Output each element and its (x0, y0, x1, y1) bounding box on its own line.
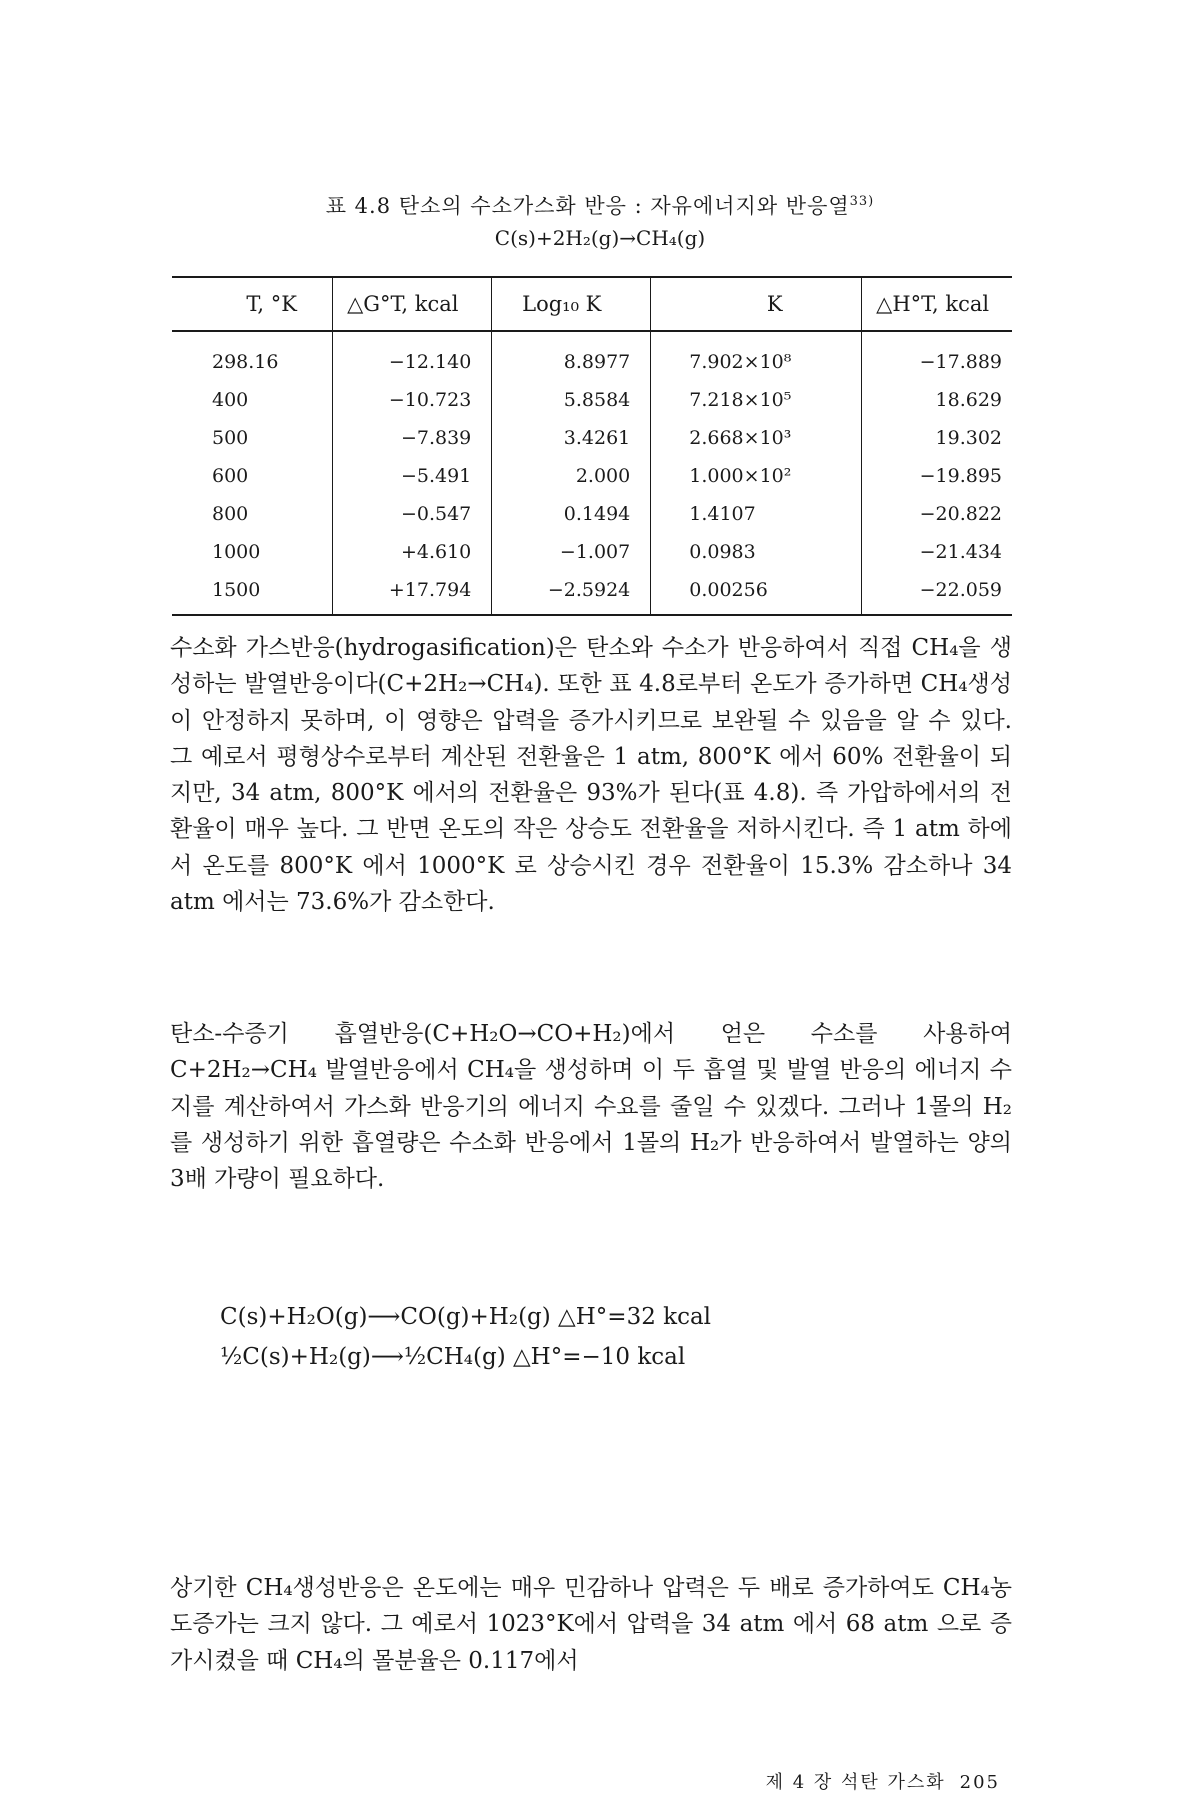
cell-temperature: 298.16 (212, 351, 279, 373)
cell-gibbs-energy: −7.839 (333, 419, 492, 457)
table-row (172, 331, 1012, 381)
table-row (172, 571, 1012, 615)
cell-log-k: 3.4261 (492, 419, 651, 457)
cell-gibbs-energy: +17.794 (333, 571, 492, 615)
cell-enthalpy: −20.822 (862, 495, 1012, 533)
table-row (172, 495, 1012, 533)
chapter-title: 제 4 장 석탄 가스화 (765, 1772, 946, 1793)
cell-gibbs-energy: −10.723 (333, 381, 492, 419)
cell-log-k: 8.8977 (492, 331, 651, 381)
cell-temperature: 1000 (212, 541, 261, 563)
header-gibbs-energy: △G°T, kcal (333, 277, 492, 331)
table-row (172, 381, 1012, 419)
data-table (172, 276, 1012, 616)
reference-marker: 33) (849, 194, 875, 209)
table-row (172, 419, 1012, 457)
header-enthalpy: △H°T, kcal (862, 277, 1012, 331)
table-header-row (172, 277, 1012, 331)
paragraph-pressure-effect: 상기한 CH₄생성반응은 온도에는 매우 민감하나 압력은 두 배로 증가하여도 CH₄농도증가는 크지 않다. 그 예로서 1023°K에서 압력을 34 atm 에서 68 atm 으로 증가시켰을 때 CH₄의 몰분율은 0.117에서 (170, 1575, 1012, 1674)
cell-temperature: 600 (212, 465, 249, 487)
table-row (172, 457, 1012, 495)
header-log-k: Log₁₀ K (492, 277, 651, 331)
cell-temperature: 500 (212, 427, 249, 449)
table-row (172, 533, 1012, 571)
header-k: K (651, 277, 862, 331)
page-footer (766, 1768, 1000, 1794)
table-caption-reaction: C(s)+2H₂(g)→CH₄(g) (494, 226, 706, 250)
table-caption-title (0, 190, 1200, 220)
cell-k: 7.902×10⁸ (651, 331, 862, 381)
table-title: 표 4.8 탄소의 수소가스화 반응 : 자유에너지와 반응열 (325, 194, 850, 218)
cell-log-k: −2.5924 (492, 571, 651, 615)
cell-log-k: −1.007 (492, 533, 651, 571)
cell-k: 1.4107 (651, 495, 862, 533)
cell-enthalpy: −22.059 (862, 571, 1012, 615)
cell-k: 1.000×10² (651, 457, 862, 495)
cell-k: 0.00256 (651, 571, 862, 615)
cell-log-k: 5.8584 (492, 381, 651, 419)
cell-enthalpy: −21.434 (862, 533, 1012, 571)
cell-enthalpy: 18.629 (862, 381, 1012, 419)
cell-temperature: 1500 (172, 571, 333, 615)
cell-k: 2.668×10³ (651, 419, 862, 457)
cell-gibbs-energy: −12.140 (333, 331, 492, 381)
equation-methanation: ½C(s)+H₂(g)⟶½CH₄(g) △H°=−10 kcal (220, 1344, 686, 1370)
header-temperature: T, °K (172, 277, 333, 331)
paragraph-energy-balance: 탄소-수증기 흡열반응(C+H₂O→CO+H₂)에서 얻은 수소를 사용하여 C+2H₂→CH₄ 발열반응에서 CH₄을 생성하며 이 두 흡열 및 발열 반응의 에너지 수지를 계산하여서 가스화 반응기의 에너지 수요를 줄일 수 있겠다. 그러나 1몰의 H₂를 생성하기 위한 흡열량은 수소화 반응에서 1몰의 H₂가 반응하여서 발열하는 양의 3배 가량이 필요하다. (170, 1021, 1012, 1193)
cell-k: 0.0983 (651, 533, 862, 571)
cell-gibbs-energy: +4.610 (333, 533, 492, 571)
cell-log-k: 0.1494 (492, 495, 651, 533)
cell-k: 7.218×10⁵ (651, 381, 862, 419)
equation-steam-reaction: C(s)+H₂O(g)⟶CO(g)+H₂(g) △H°=32 kcal (220, 1304, 712, 1330)
cell-enthalpy: −19.895 (862, 457, 1012, 495)
cell-log-k: 2.000 (492, 457, 651, 495)
cell-enthalpy: 19.302 (862, 419, 1012, 457)
cell-temperature: 800 (212, 503, 249, 525)
cell-enthalpy: −17.889 (862, 331, 1012, 381)
cell-gibbs-energy: −5.491 (333, 457, 492, 495)
paragraph-hydrogasification: 수소화 가스반응(hydrogasification)은 탄소와 수소가 반응하여서 직접 CH₄을 생성하는 발열반응이다(C+2H₂→CH₄). 또한 표 4.8로부터 온도가 증가하면 CH₄생성이 안정하지 못하며, 이 영향은 압력을 증가시키므로 보완될 수 있음을 알 수 있다. 그 예로서 평형상수로부터 계산된 전환율은 1 atm, 800°K 에서 60% 전환율이 되지만, 34 atm, 800°K 에서의 전환율은 93%가 된다(표 4.8). 즉 가압하에서의 전환율이 매우 높다. 그 반면 온도의 작은 상승도 전환율을 저하시킨다. 즉 1 atm 하에서 온도를 800°K 에서 1000°K 로 상승시킨 경우 전환율이 15.3% 감소하나 34 atm 에서는 73.6%가 감소한다. (170, 635, 1012, 916)
cell-temperature: 400 (212, 389, 249, 411)
cell-gibbs-energy: −0.547 (333, 495, 492, 533)
page-number: 205 (959, 1772, 1000, 1793)
